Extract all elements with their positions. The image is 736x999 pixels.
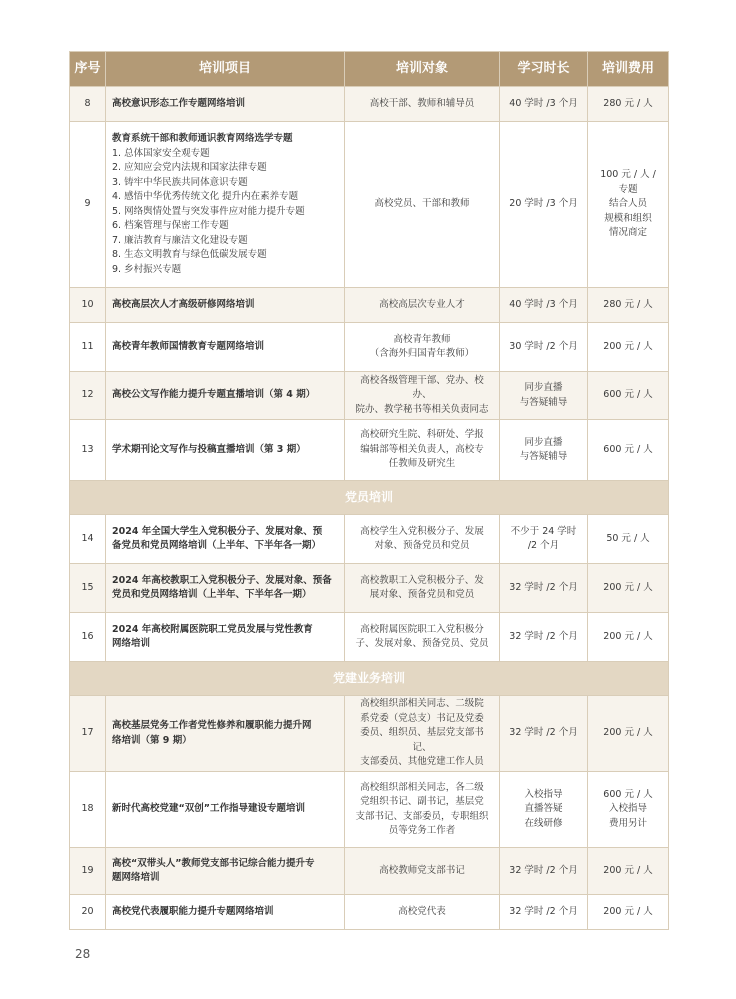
row-title: 高校意识形态工作专题网络培训 bbox=[106, 87, 345, 122]
row-duration bbox=[500, 372, 588, 420]
duration-line: /2 个月 bbox=[527, 540, 560, 551]
target-line: 员等党务工作者 bbox=[388, 825, 456, 836]
fee-line: 情况商定 bbox=[608, 227, 647, 239]
row-target bbox=[345, 515, 500, 564]
row-duration bbox=[500, 420, 588, 481]
row-fee: 200 元 / 人 bbox=[588, 895, 669, 930]
row-fee: 200 元 / 人 bbox=[588, 323, 669, 372]
row-title: 新时代高校党建“双创”工作指导建设专题培训 bbox=[106, 772, 345, 848]
table-row bbox=[70, 613, 669, 662]
row-fee bbox=[588, 122, 669, 288]
target-line: 高校学生入党积极分子、发展 bbox=[360, 525, 484, 537]
section-row-party-member bbox=[70, 481, 669, 515]
row-no: 13 bbox=[70, 420, 106, 481]
row-no: 16 bbox=[70, 613, 106, 662]
row-no: 12 bbox=[70, 372, 106, 420]
table-row bbox=[70, 895, 669, 930]
duration-line: 同步直播 bbox=[524, 436, 563, 448]
row-target: 高校党代表 bbox=[345, 895, 500, 930]
table-row bbox=[70, 515, 669, 564]
table-row bbox=[70, 848, 669, 895]
row-no: 14 bbox=[70, 515, 106, 564]
section-title: 党员培训 bbox=[70, 481, 669, 515]
row-duration: 40 学时 /3 个月 bbox=[500, 87, 588, 122]
row-target bbox=[345, 372, 500, 420]
row-duration: 32 学时 /2 个月 bbox=[500, 564, 588, 613]
target-line: 子、发展对象、预备党员、党员 bbox=[355, 638, 489, 649]
title-line: 2024 年高校附属医院职工党员发展与党性教育 bbox=[112, 623, 313, 635]
row-target bbox=[345, 420, 500, 481]
title-line: 题网络培训 bbox=[112, 872, 160, 883]
row-title bbox=[106, 696, 345, 772]
row-fee bbox=[588, 772, 669, 848]
training-table bbox=[69, 51, 669, 930]
title-line: 高校“双带头人”教师党支部书记综合能力提升专 bbox=[112, 857, 315, 869]
target-line: 党组织书记、副书记，基层党 bbox=[360, 796, 484, 807]
row-no: 18 bbox=[70, 772, 106, 848]
row-fee: 280 元 / 人 bbox=[588, 288, 669, 323]
duration-line: 入校指导 bbox=[524, 788, 563, 800]
target-line: 展对象、预备党员和党员 bbox=[369, 589, 475, 600]
duration-line: 不少于 24 学时 bbox=[510, 525, 577, 537]
table-header-row bbox=[70, 52, 669, 87]
target-line: 高校各级管理干部、党办、校办、 bbox=[360, 374, 484, 401]
row-title bbox=[106, 564, 345, 613]
table-row bbox=[70, 564, 669, 613]
table-row bbox=[70, 372, 669, 420]
table-row bbox=[70, 122, 669, 288]
row-duration bbox=[500, 772, 588, 848]
duration-line: 与答疑辅导 bbox=[519, 396, 568, 408]
target-line: 支部书记、支部委员，专职组织 bbox=[355, 810, 489, 822]
row-duration: 32 学时 /2 个月 bbox=[500, 613, 588, 662]
row-duration: 20 学时 /3 个月 bbox=[500, 122, 588, 288]
row-duration: 32 学时 /2 个月 bbox=[500, 696, 588, 772]
topic-item: 4. 感悟中华优秀传统文化 提升内在素养专题 bbox=[112, 191, 299, 202]
fee-line: 100 元 / 人 / bbox=[600, 169, 656, 181]
header-duration: 学习时长 bbox=[500, 52, 588, 87]
fee-line: 专题 bbox=[618, 183, 638, 195]
row-duration bbox=[500, 515, 588, 564]
topic-item: 3. 铸牢中华民族共同体意识专题 bbox=[112, 176, 248, 188]
row-duration: 40 学时 /3 个月 bbox=[500, 288, 588, 323]
header-project: 培训项目 bbox=[106, 52, 345, 87]
title-line: 2024 年高校教职工入党积极分子、发展对象、预备 bbox=[112, 574, 332, 586]
row-target bbox=[345, 772, 500, 848]
duration-line: 与答疑辅导 bbox=[519, 451, 568, 462]
row-target: 高校教师党支部书记 bbox=[345, 848, 500, 895]
section-title: 党建业务培训 bbox=[70, 662, 669, 696]
topic-item: 8. 生态文明教育与绿色低碳发展专题 bbox=[112, 249, 267, 260]
target-line: 委员、组织员、基层党支部书记、 bbox=[360, 727, 484, 753]
target-line: 高校组织部相关同志、二级院 bbox=[360, 698, 484, 710]
header-target: 培训对象 bbox=[345, 52, 500, 87]
row-title: 高校高层次人才高级研修网络培训 bbox=[106, 288, 345, 323]
row-duration: 32 学时 /2 个月 bbox=[500, 895, 588, 930]
duration-line: 直播答疑 bbox=[524, 803, 563, 815]
title-line: 网络培训 bbox=[112, 638, 151, 649]
target-line: 任教师及研究生 bbox=[388, 458, 456, 470]
fee-line: 规模和组织 bbox=[604, 212, 652, 224]
table-row bbox=[70, 772, 669, 848]
topic-item: 7. 廉洁教育与廉洁文化建设专题 bbox=[112, 234, 248, 246]
row-duration: 32 学时 /2 个月 bbox=[500, 848, 588, 895]
row-target bbox=[345, 613, 500, 662]
row-target bbox=[345, 696, 500, 772]
row-title: 高校公文写作能力提升专题直播培训（第 4 期） bbox=[106, 372, 345, 420]
row-target: 高校党员、干部和教师 bbox=[345, 122, 500, 288]
row-fee: 200 元 / 人 bbox=[588, 564, 669, 613]
fee-line: 费用另计 bbox=[608, 817, 647, 829]
header-no: 序号 bbox=[70, 52, 106, 87]
row-fee: 600 元 / 人 bbox=[588, 420, 669, 481]
row-fee: 600 元 / 人 bbox=[588, 372, 669, 420]
row-fee: 200 元 / 人 bbox=[588, 613, 669, 662]
row-target bbox=[345, 323, 500, 372]
fee-line: 入校指导 bbox=[608, 803, 647, 815]
target-line: 高校教职工入党积极分子、发 bbox=[360, 574, 484, 586]
row-duration: 30 学时 /2 个月 bbox=[500, 323, 588, 372]
row-no: 9 bbox=[70, 122, 106, 288]
title-line: 备党员和党员网络培训（上半年、下半年各一期） bbox=[112, 540, 322, 551]
row-fee: 200 元 / 人 bbox=[588, 848, 669, 895]
topic-item: 1. 总体国家安全观专题 bbox=[112, 147, 210, 159]
row-no: 15 bbox=[70, 564, 106, 613]
row-title: 高校青年教师国情教育专题网络培训 bbox=[106, 323, 345, 372]
target-line: 编辑部等相关负责人，高校专 bbox=[360, 443, 484, 455]
topic-title: 教育系统干部和教师通识教育网络选学专题 bbox=[112, 133, 293, 144]
row-title bbox=[106, 122, 345, 288]
topic-item: 6. 档案管理与保密工作专题 bbox=[112, 220, 229, 231]
row-no: 11 bbox=[70, 323, 106, 372]
table-row bbox=[70, 288, 669, 323]
target-line: 高校组织部相关同志，各二级 bbox=[360, 781, 484, 793]
row-title bbox=[106, 613, 345, 662]
fee-line: 结合人员 bbox=[608, 198, 647, 210]
row-title bbox=[106, 848, 345, 895]
target-line: 系党委（党总支）书记及党委 bbox=[360, 712, 484, 724]
topic-item: 5. 网络舆情处置与突发事件应对能力提升专题 bbox=[112, 205, 305, 217]
row-no: 10 bbox=[70, 288, 106, 323]
target-line: 高校青年教师 bbox=[393, 333, 451, 345]
target-line: 高校研究生院、科研处、学报 bbox=[360, 429, 484, 441]
row-target bbox=[345, 564, 500, 613]
table-row bbox=[70, 420, 669, 481]
page-number: 28 bbox=[75, 947, 91, 961]
duration-line: 在线研修 bbox=[524, 817, 563, 829]
row-fee: 280 元 / 人 bbox=[588, 87, 669, 122]
topic-item: 9. 乡村振兴专题 bbox=[112, 263, 182, 275]
row-title: 高校党代表履职能力提升专题网络培训 bbox=[106, 895, 345, 930]
topic-list bbox=[112, 147, 338, 278]
title-line: 络培训（第 9 期） bbox=[112, 734, 192, 746]
row-title bbox=[106, 515, 345, 564]
table-row bbox=[70, 323, 669, 372]
row-fee: 50 元 / 人 bbox=[588, 515, 669, 564]
target-line: 对象、预备党员和党员 bbox=[374, 540, 470, 551]
row-no: 8 bbox=[70, 87, 106, 122]
table-row bbox=[70, 696, 669, 772]
row-fee: 200 元 / 人 bbox=[588, 696, 669, 772]
section-row-party-building bbox=[70, 662, 669, 696]
row-no: 17 bbox=[70, 696, 106, 772]
row-no: 20 bbox=[70, 895, 106, 930]
target-line: （含海外归国青年教师） bbox=[369, 348, 475, 359]
fee-line: 600 元 / 人 bbox=[603, 788, 653, 800]
title-line: 2024 年全国大学生入党积极分子、发展对象、预 bbox=[112, 525, 323, 537]
target-line: 支部委员、其他党建工作人员 bbox=[360, 756, 484, 768]
title-line: 党员和党员网络培训（上半年、下半年各一期） bbox=[112, 589, 312, 600]
topic-item: 2. 应知应会党内法规和国家法律专题 bbox=[112, 162, 267, 173]
target-line: 院办、教学秘书等相关负责同志 bbox=[355, 403, 489, 415]
row-target: 高校干部、教师和辅导员 bbox=[345, 87, 500, 122]
title-line: 高校基层党务工作者党性修养和履职能力提升网 bbox=[112, 720, 312, 731]
row-target: 高校高层次专业人才 bbox=[345, 288, 500, 323]
table-row bbox=[70, 87, 669, 122]
row-title: 学术期刊论文写作与投稿直播培训（第 3 期） bbox=[106, 420, 345, 481]
target-line: 高校附属医院职工入党积极分 bbox=[360, 623, 484, 635]
duration-line: 同步直播 bbox=[524, 382, 563, 393]
row-no: 19 bbox=[70, 848, 106, 895]
header-fee: 培训费用 bbox=[588, 52, 669, 87]
